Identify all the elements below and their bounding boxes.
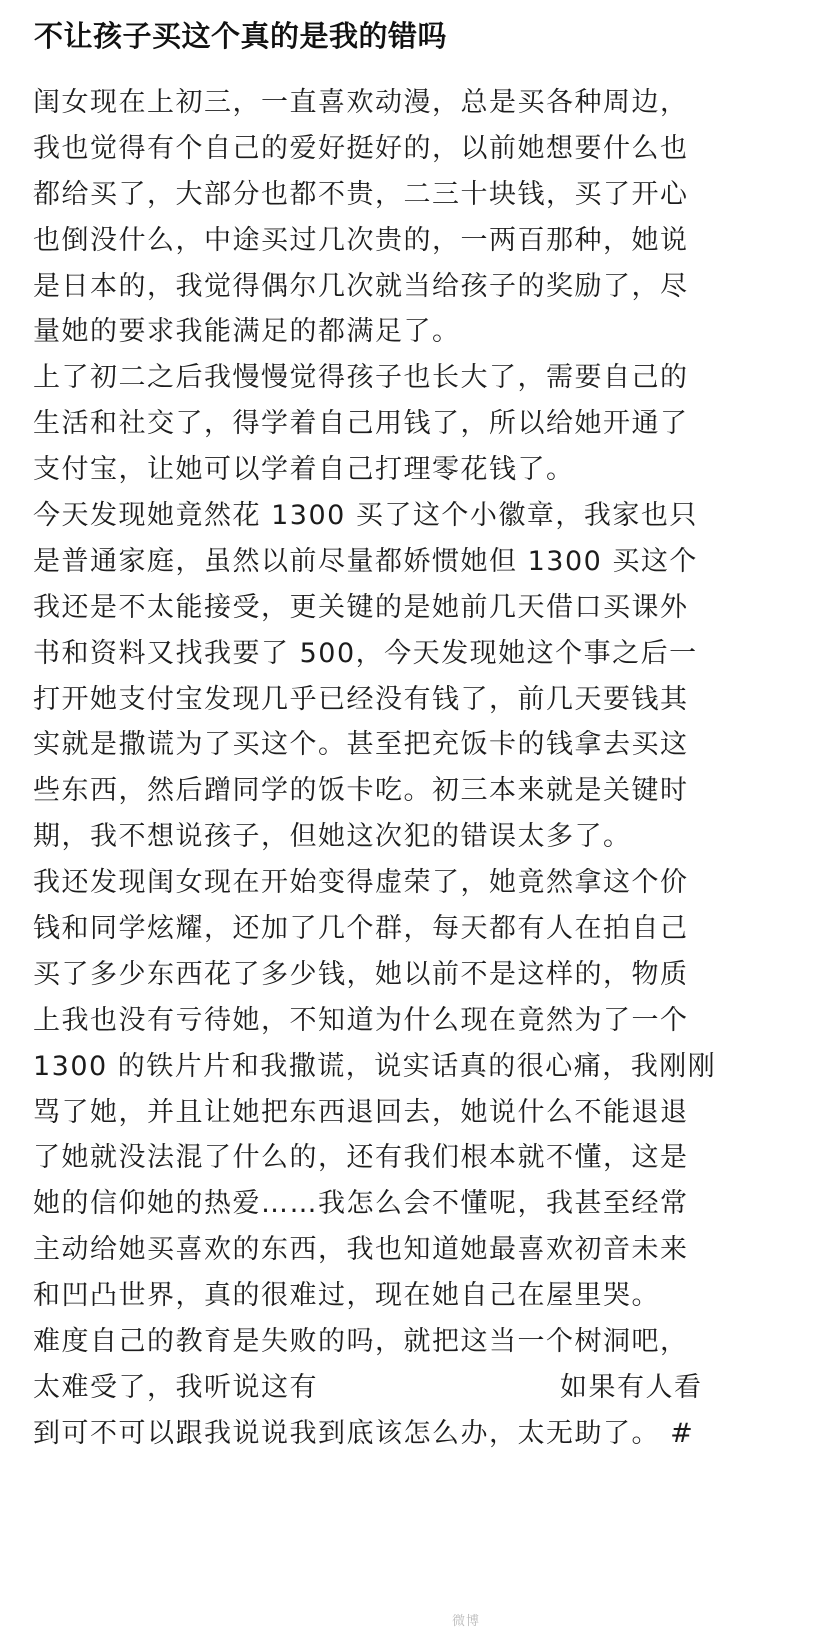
body-line: 是日本的，我觉得偶尔几次就当给孩子的奖励了，尽 [33, 270, 689, 302]
body-line: 到可不可以跟我说说我到底该怎么办，太无助了。 # [33, 1417, 695, 1449]
body-line: 了她就没法混了什么的，还有我们根本就不懂，这是 [33, 1142, 689, 1174]
body-line: 买了多少东西花了多少钱，她以前不是这样的，物质 [33, 958, 689, 990]
body-line: 上我也没有亏待她，不知道为什么现在竟然为了一个 [33, 1004, 689, 1036]
body-line: 书和资料又找我要了 500，今天发现她这个事之后一 [33, 637, 698, 669]
body-line: 都给买了，大部分也都不贵，二三十块钱，买了开心 [33, 178, 689, 210]
body-line: 骂了她，并且让她把东西退回去，她说什么不能退退 [33, 1096, 689, 1128]
body-line: 她的信仰她的热爱……我怎么会不懂呢，我甚至经常 [33, 1188, 689, 1220]
body-line: 我也觉得有个自己的爱好挺好的，以前她想要什么也 [33, 132, 689, 164]
body-line: 量她的要求我能满足的都满足了。 [33, 316, 461, 348]
body-line: 和凹凸世界，真的很难过，现在她自己在屋里哭。 [33, 1280, 660, 1312]
body-line: 支付宝，让她可以学着自己打理零花钱了。 [33, 454, 575, 486]
body-line: 我还发现闺女现在开始变得虚荣了，她竟然拿这个价 [33, 867, 689, 899]
body-line: 打开她支付宝发现几乎已经没有钱了，前几天要钱其 [33, 683, 689, 715]
blank-gap [318, 1371, 560, 1405]
body-line: 上了初二之后我慢慢觉得孩子也长大了，需要自己的 [33, 362, 689, 394]
body-line: 是普通家庭，虽然以前尽量都娇惯她但 1300 买这个 [33, 545, 698, 577]
body-line-left-part: 太难受了，我听说这有 [33, 1371, 318, 1403]
body-line: 钱和同学炫耀，还加了几个群，每天都有人在拍自己 [33, 913, 689, 945]
body-line: 生活和社交了，得学着自己用钱了，所以给她开通了 [33, 408, 689, 440]
body-line: 难度自己的教育是失败的吗，就把这当一个树洞吧， [33, 1326, 689, 1358]
body-line: 1300 的铁片片和我撒谎，说实话真的很心痛，我刚刚 [33, 1050, 717, 1082]
body-line: 闺女现在上初三，一直喜欢动漫，总是买各种周边， [33, 87, 689, 118]
body-line-right-part: 如果有人看 [560, 1371, 703, 1403]
body-line: 今天发现她竟然花 1300 买了这个小徽章，我家也只 [33, 500, 698, 532]
post-body [33, 80, 823, 1457]
body-line: 主动给她买喜欢的东西，我也知道她最喜欢初音未来 [33, 1234, 689, 1266]
post-title: 不让孩子买这个真的是我的错吗 [34, 19, 448, 53]
watermark: 微博 [452, 1614, 481, 1629]
body-line: 我还是不太能接受，更关键的是她前几天借口买课外 [33, 591, 689, 623]
body-line: 些东西，然后蹭同学的饭卡吃。初三本来就是关键时 [33, 775, 689, 807]
body-line-with-gap [33, 1365, 823, 1411]
body-line: 期，我不想说孩子，但她这次犯的错误太多了。 [33, 821, 632, 853]
body-line: 也倒没什么，中途买过几次贵的，一两百那种，她说 [33, 224, 689, 256]
body-line: 实就是撒谎为了买这个。甚至把充饭卡的钱拿去买这 [33, 729, 689, 761]
